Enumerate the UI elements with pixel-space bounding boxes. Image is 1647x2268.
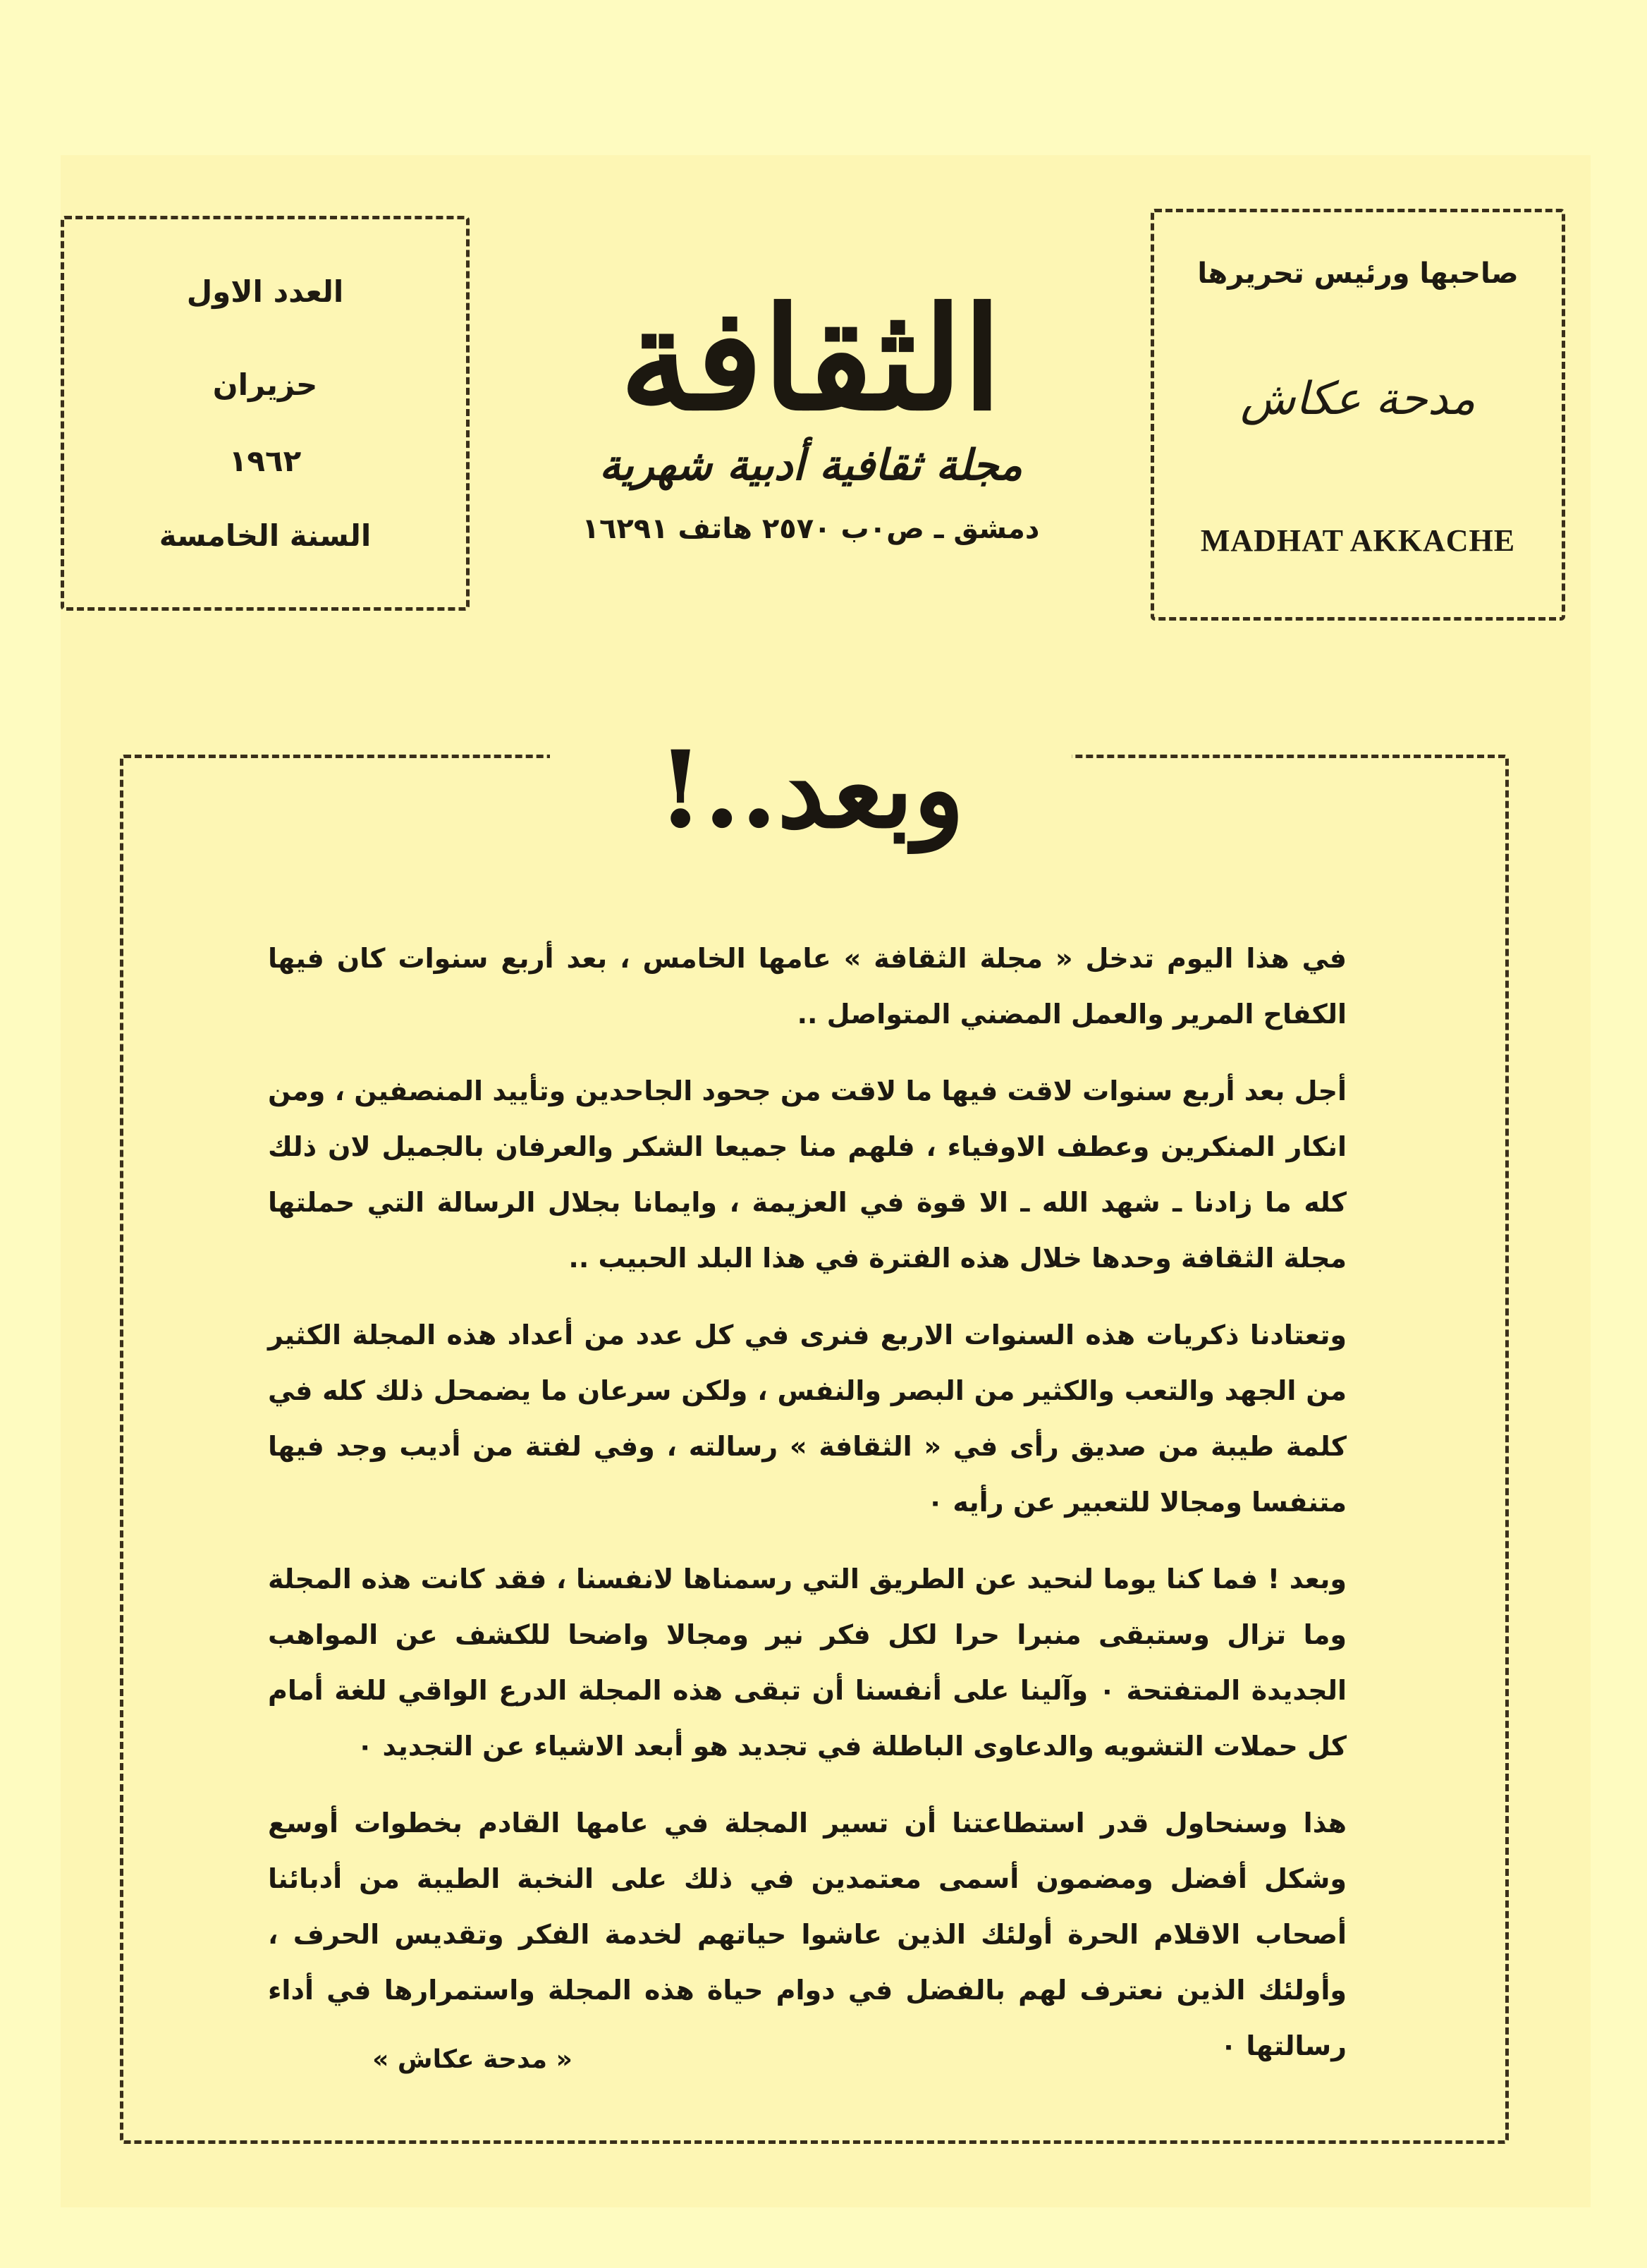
article-paragraph: وبعد ! فما كنا يوما لنحيد عن الطريق التي رسمناها لانفسنا ، فقد كانت هذه المجلة وما تزال وستبقى منبرا حرا لكل فكر نير ومجالا واضحا للكشف عن المواهب الجديدة المتفتحة ٠ وآلينا على أنفسنا أن تبقى هذه المجلة الدرع الواقي للغة أمام كل حملات التشويه والدعاوى الباطلة في تجديد هو أبعد الاشياء عن التجديد ٠ bbox=[268, 1563, 1347, 1762]
article-headline: وبعد..! bbox=[550, 726, 1072, 853]
issue-month: حزيران bbox=[212, 367, 318, 402]
magazine-subtitle: مجلة ثقافية أدبية شهرية bbox=[599, 441, 1023, 490]
issue-number: العدد الاول bbox=[186, 274, 344, 309]
editor-role: صاحبها ورئيس تحريرها bbox=[1197, 257, 1519, 290]
magazine-address: دمشق ـ ص٠ب ٢٥٧٠ هاتف ١٦٢٩١ bbox=[582, 513, 1040, 545]
article-paragraph: في هذا اليوم تدخل « مجلة الثقافة » عامها الخامس ، بعد أربع سنوات كان فيها الكفاح المرير والعمل المضني المتواصل .. bbox=[268, 943, 1347, 1030]
article-paragraph: هذا وسنحاول قدر استطاعتنا أن تسير المجلة في عامها القادم بخطوات أوسع وشكل أفضل ومضمون أسمى معتمدين في ذلك على النخبة الطيبة من أدبائنا أصحاب الاقلام الحرة أولئك الذين عاشوا حياتهم لخدمة الفكر وتقديس الحرف ، وأولئك الذين نعترف لهم بالفضل في دوام حياة هذه المجلة واستمرارها في أداء رسالتها ٠ bbox=[268, 1807, 1347, 2061]
editor-signature: مدحة عكاش bbox=[1240, 373, 1476, 425]
article-paragraph: أجل بعد أربع سنوات لاقت فيها ما لاقت من جحود الجاحدين وتأييد المنصفين ، ومن انكار المنكرين وعطف الاوفياء ، فلهم منا جميعا الشكر والعرفان بالجميل لان ذلك كله ما زادنا ـ شهد الله ـ الا قوة في العزيمة ، وايمانا بجلال الرسالة التي حملتها مجلة الثقافة وحدها خلال هذه الفترة في هذا البلد الحبيب .. bbox=[268, 1075, 1347, 1274]
article-signature: « مدحة عكاش » bbox=[372, 2045, 573, 2074]
editor-name-latin: MADHAT AKKACHE bbox=[1200, 523, 1516, 558]
masthead bbox=[494, 275, 1128, 550]
issue-year: ١٩٦٢ bbox=[228, 444, 302, 478]
article-paragraph: وتعتادنا ذكريات هذه السنوات الاربع فنرى في كل عدد من أعداد هذه المجلة الكثير من الجهد والتعب والكثير من البصر والنفس ، ولكن سرعان ما يضمحل ذلك كله في كلمة طيبة من صديق رأى في « الثقافة » رسالته ، وفي لفتة من أديب وجد فيها متنفسا ومجالا للتعبير عن رأيه ٠ bbox=[268, 1319, 1347, 1518]
issue-info-box bbox=[61, 216, 470, 611]
issue-volume: السنة الخامسة bbox=[159, 518, 372, 553]
article-body bbox=[268, 931, 1347, 2095]
magazine-title: الثقافة bbox=[620, 276, 1002, 442]
editor-info-box bbox=[1151, 209, 1565, 621]
